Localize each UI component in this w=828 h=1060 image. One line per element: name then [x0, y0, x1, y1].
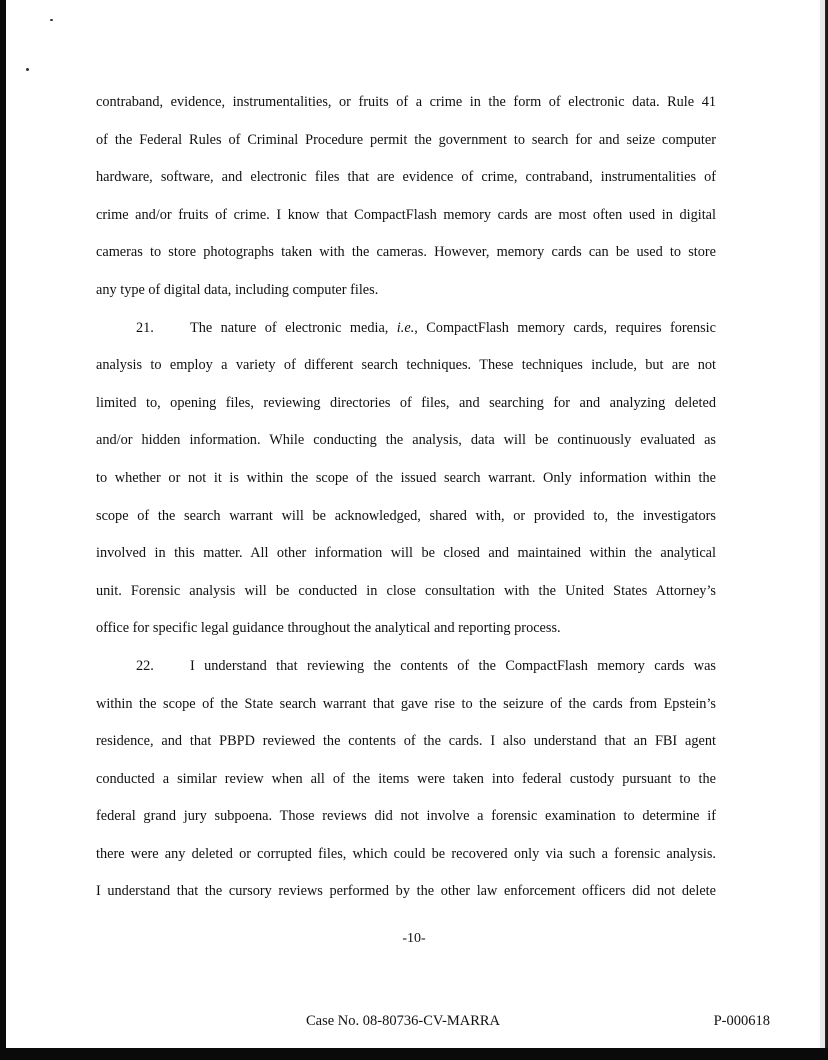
- text-line: residence, and that PBPD reviewed the contents of the cards. I also understand that an FBI agent: [96, 733, 716, 750]
- paragraph-first-line: [96, 310, 716, 348]
- scan-speck: [26, 68, 29, 71]
- paragraph-number: 21.: [136, 319, 154, 336]
- document-body: [96, 84, 716, 911]
- text-line: limited to, opening files, reviewing directories of files, and searching for and analyzing deleted: [96, 394, 716, 411]
- text-line: I understand that the cursory reviews performed by the other law enforcement officers did not delete: [96, 883, 716, 900]
- scan-border-right: [820, 0, 828, 1060]
- scan-border-left: [0, 0, 6, 1060]
- paragraph-first-line: [96, 648, 716, 686]
- text-line: of the Federal Rules of Criminal Procedure permit the government to search for and seize computer: [96, 131, 716, 148]
- text-line: crime and/or fruits of crime. I know that CompactFlash memory cards are most often used in digital: [96, 206, 716, 223]
- paragraph-continuation: [96, 84, 716, 310]
- text-line: there were any deleted or corrupted files, which could be recovered only via such a forensic analysis.: [96, 845, 716, 862]
- text-line: within the scope of the State search warrant that gave rise to the seizure of the cards from Epstein’s: [96, 695, 716, 712]
- text-line: hardware, software, and electronic files that are evidence of crime, contraband, instrumentalities of: [96, 169, 716, 186]
- paragraph-21: [96, 310, 716, 648]
- text-line: contraband, evidence, instrumentalities, or fruits of a crime in the form of electronic data. Rule 41: [96, 94, 716, 110]
- text-line: to whether or not it is within the scope of the issued search warrant. Only information within the: [96, 469, 716, 486]
- scan-speck: [50, 19, 53, 21]
- text-line: unit. Forensic analysis will be conducted in close consultation with the United States Attorney’s: [96, 582, 716, 599]
- text-segment: , CompactFlash memory cards, requires forensic: [414, 319, 716, 336]
- text-line: and/or hidden information. While conducting the analysis, data will be continuously evaluated as: [96, 432, 716, 449]
- scan-border-bottom: [0, 1048, 828, 1060]
- italic-abbreviation: i.e.: [396, 319, 415, 336]
- text-line: involved in this matter. All other information will be closed and maintained within the analytical: [96, 545, 716, 562]
- case-number: Case No. 08-80736-CV-MARRA: [306, 1013, 501, 1029]
- text-line: cameras to store photographs taken with the cameras. However, memory cards can be used to store: [96, 244, 716, 261]
- text-line: conducted a similar review when all of the items were taken into federal custody pursuant to the: [96, 770, 716, 787]
- text-line: federal grand jury subpoena. Those reviews did not involve a forensic examination to determine if: [96, 808, 716, 825]
- text-line: scope of the search warrant will be acknowledged, shared with, or provided to, the investigators: [96, 507, 716, 524]
- text-line: office for specific legal guidance throughout the analytical and reporting process.: [96, 620, 561, 637]
- text-line: analysis to employ a variety of different search techniques. These techniques include, but are not: [96, 357, 716, 374]
- bates-number: P-000618: [713, 1013, 770, 1029]
- page-number: -10-: [402, 931, 426, 946]
- text-segment: I understand that reviewing the contents of the CompactFlash memory cards was: [190, 657, 716, 674]
- paragraph-22: [96, 648, 716, 911]
- text-segment: The nature of electronic media,: [190, 319, 397, 336]
- paragraph-number: 22.: [136, 657, 154, 674]
- text-line: any type of digital data, including computer files.: [96, 281, 379, 298]
